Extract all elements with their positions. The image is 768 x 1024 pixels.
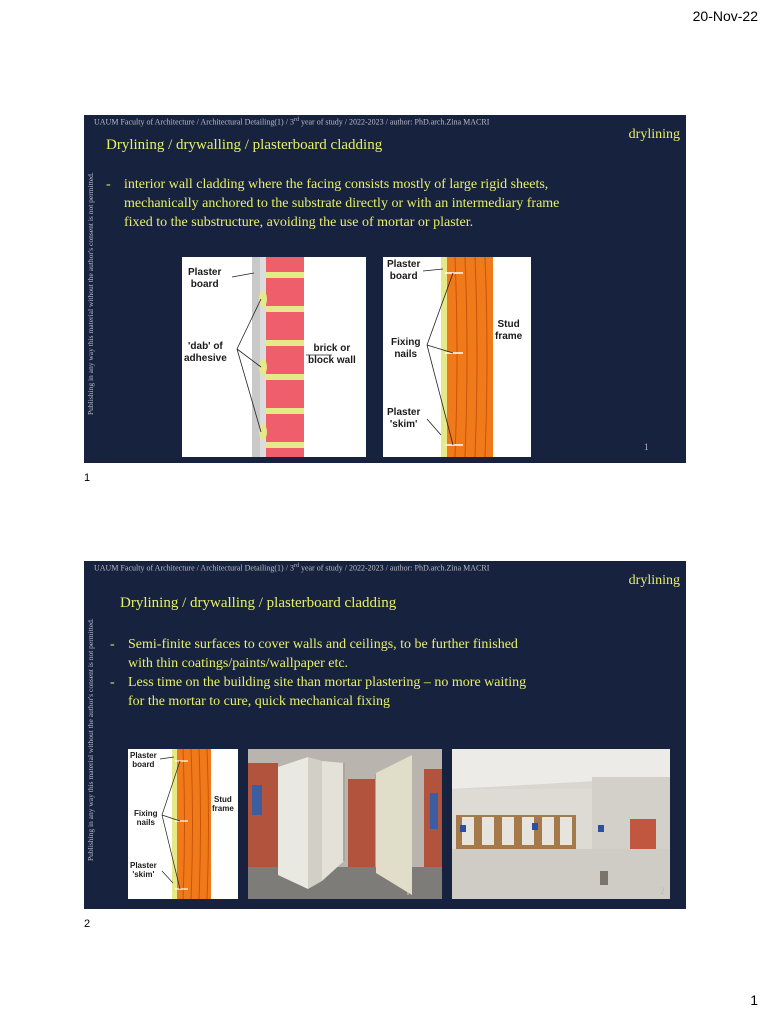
slide-title: Drylining / drywalling / plasterboard cladding <box>120 595 397 611</box>
room-drywall-photo <box>452 749 670 899</box>
stud-frame-diagram <box>128 749 238 899</box>
section-tag: drylining <box>628 127 680 142</box>
slide-header: UAUM Faculty of Architecture / Architectural Detailing(1) / 3rd year of study / 2022-2023 / author: PhD.arch.Zina MACRI <box>94 563 490 573</box>
slide-number: 1 <box>644 442 649 452</box>
plaster-skim-label: Plaster 'skim' <box>130 861 157 879</box>
plaster-board-label: Plaster board <box>387 259 421 282</box>
stud-frame-label: Stud frame <box>495 319 523 342</box>
copyright-note: Publishing in any way this material without the author's consent is not permitted. <box>86 618 95 862</box>
stud-frame-label: Stud frame <box>212 795 234 813</box>
slide-label: 2 <box>84 918 91 930</box>
copyright-note: Publishing in any way this material without the author's consent is not permitted. <box>86 172 95 416</box>
slide-title: Drylining / drywalling / plasterboard cladding <box>106 137 383 153</box>
bullet-item: - Less time on the building site than mortar plastering – no more waiting for the mortar to cure, quick mechanical fixing <box>110 673 540 711</box>
bullet-item: - interior wall cladding where the facing consists mostly of large rigid sheets, mechanically anchored to the substrate directly or with an intermediary frame fixed to the substructure, avoiding the use of mortar or plaster. <box>106 175 586 232</box>
dab-adhesive-label: 'dab' of adhesive <box>184 341 227 364</box>
slide-2 <box>84 561 686 909</box>
fixing-nails-label: Fixing nails <box>134 809 158 827</box>
plaster-board-label: Plaster board <box>130 751 157 769</box>
slide-header: UAUM Faculty of Architecture / Architectural Detailing(1) / 3rd year of study / 2022-2023 / author: PhD.arch.Zina MACRI <box>94 117 490 127</box>
bullet-list <box>110 635 540 711</box>
section-tag: drylining <box>628 573 680 588</box>
plaster-board-label: Plaster board <box>188 267 222 290</box>
fixing-nails-label: Fixing nails <box>391 337 421 360</box>
brick-wall-label: brick or block wall <box>308 343 356 366</box>
stud-frame-diagram <box>383 257 531 457</box>
bullet-item: - Semi-finite surfaces to cover walls and ceilings, to be further finished with thin coatings/paints/wallpaper etc. <box>110 635 540 673</box>
slide-1 <box>84 115 686 463</box>
plaster-skim-label: Plaster 'skim' <box>387 407 421 430</box>
room-drawing <box>452 749 670 899</box>
page-date: 20-Nov-22 <box>692 8 758 24</box>
dab-adhesive-diagram <box>182 257 366 457</box>
partition-photo <box>248 749 442 899</box>
partition-drawing <box>248 749 442 899</box>
slide-label: 1 <box>84 472 91 484</box>
page-number: 1 <box>750 992 758 1008</box>
slide-number: 2 <box>660 886 665 896</box>
bullet-list <box>106 175 586 232</box>
